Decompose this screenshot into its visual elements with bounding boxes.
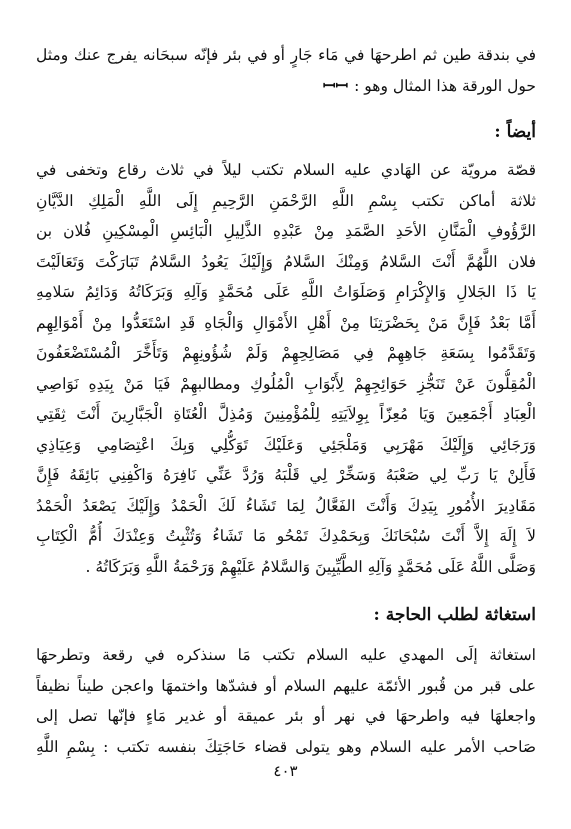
text-line: قصّة مرويّة عن الهَادي عليه السلام تكتب ليلاً في ثلاث رقاع وتخفى في	[36, 161, 536, 179]
text-line: وَصَلَّى اللَّهُ عَلَى مُحَمَّدٍ وَآلِهِ الطَّيِّبِينَ وَالسَّلامُ عَلَيْهِمْ وَرَحْمَةُ اللَّهِ وَبَرَكَاتُهُ .	[85, 557, 536, 576]
ornament-symbol-icon: ꟷꟷ	[322, 75, 349, 95]
page-number: ٤٠٣	[273, 762, 298, 780]
text-line: ثلاثة أماكن تكتب بِسْمِ اللَّهِ الرَّحْمَنِ الرَّحِيمِ إِلَى اللَّهِ الْمَلِكِ الدَّيَّانِ	[36, 191, 536, 210]
text-line: صَاحب الأمر عليه السلام وهو يتولى قضاء حَاجَتِكَ بنفسه تكتب : بِسْمِ اللَّهِ	[36, 737, 536, 756]
book-page	[36, 40, 536, 762]
text-line-with-symbol	[36, 71, 536, 102]
story-paragraph	[36, 155, 536, 582]
text-line: وَرَجَائِي وَإِلَيْكَ مَهْرَبِي وَمَلْجَئِي وَعَلَيْكَ تَوَكُّلِي وَبِكَ اعْتِصَامِي وَعِيَاذِي	[36, 435, 536, 454]
text-line: حول الورقة هذا المثال وهو :	[354, 76, 536, 95]
text-line: الْمُقِلُّونَ عَنْ تَنَجُّزِ حَوَائِجِهِمْ لِأَبْوَابِ الْمُلُوكِ ومطالبهِمْ فَيَا مَنْ بِيَدِهِ نَوَاصِي	[36, 374, 536, 393]
text-line: مَقَادِيرَ الأُمُورِ بِيَدِكَ وَأَنْتَ الفَعَّالُ لِمَا تَشَاءُ لَكَ الْحَمْدُ وَإِلَيْكَ يَصْعَدُ الْحَمْدُ	[36, 496, 536, 515]
text-line: الْعِبَادِ أَجْمَعِينَ وَيَا مُعِزّاً بِوِلاَيَتِهِ لِلْمُؤْمِنِينَ وَمُذِلَّ الْعُتَاةِ الْجَبَّارِينَ أَنْتَ ثِقَتِي	[36, 405, 536, 423]
text-line: واجعلهَا فيه واطرحهَا في نهر أو بئر عميقة أو غدير مَاءٍ فإنّها تصل إلى	[36, 707, 536, 725]
section-heading-aydan: أيضاً :	[494, 122, 536, 142]
text-line: على قبر من قُبور الأئمّة عليهم السلام أو فشدّها واختمهَا واعجن طيناً نظيفاً	[36, 676, 536, 695]
text-line: أَمَّا بَعْدُ فَإِنَّ مَنْ بِحَضْرَتِنَا مِنْ أَهْلِ الأَمْوَالِ وَالْجَاهِ قَدِ اسْتَعَدُّوا مِنْ أَمْوَالِهِم	[36, 313, 536, 332]
istighatha-paragraph	[36, 640, 536, 762]
text-line: استغاثة إلَى المهدي عليه السلام تكتب مَا سنذكره في رقعة وتطرحهَا	[36, 646, 536, 664]
text-line: وَتَقَدَّمُوا بِسَعَةِ جَاهِهِمْ فِي مَصَالِحِهِمْ وَلَمْ شُؤُونِهِمْ وَتَأَخَّرَ الْمُسْتَضْعَفُونَ	[36, 344, 536, 362]
text-line: لاَ إِلَهَ إِلاَّ أَنْتَ سُبْحَانَكَ وَبِحَمْدِكَ تَمْحُو مَا تَشَاءُ وَتُثْبِتُ وَعِنْدَكَ أُمُّ الْكِتَابِ	[36, 527, 536, 545]
text-line: فَأَلِنْ يَا رَبِّ لِي صَعْبَهُ وَسَخِّرْ لِي قَلْبَهُ وَرُدَّ عَنِّي نَافِرَهُ وَاكْفِنِي بَائِقَهُ فَإِنَّ	[36, 466, 536, 484]
text-line: فلان اللَّهُمَّ أَنْتَ السَّلامُ وَمِنْكَ السَّلامُ وَإِلَيْكَ يَعُودُ السَّلامُ تَبَارَكْتَ وَتَعَالَيْتَ	[36, 252, 536, 271]
text-line: يَا ذَا الجَلالِ وَالإِكْرَامِ وَصَلَوَاتُ اللَّهِ عَلَى مُحَمَّدٍ وَآلِهِ وَبَرَكَاتُهُ وَدَائِمُ سَلامِهِ	[36, 283, 536, 301]
text-line: الرَّؤُوفِ الْمَنَّانِ الأحَدِ الصَّمَدِ مِنْ عَبْدِهِ الذَّلِيلِ الْبَائِسِ الْمِسْكِينِ فُلان بن	[36, 222, 536, 240]
section-heading-istighatha: استغاثة لطلب الحاجة :	[373, 605, 536, 625]
text-line: في بندقة طين ثم اطرحهَا في مَاء جَارٍ أو في بئر فإنّه سبحَانه يفرج عنك ومثل	[36, 46, 536, 64]
intro-paragraph	[36, 40, 536, 101]
